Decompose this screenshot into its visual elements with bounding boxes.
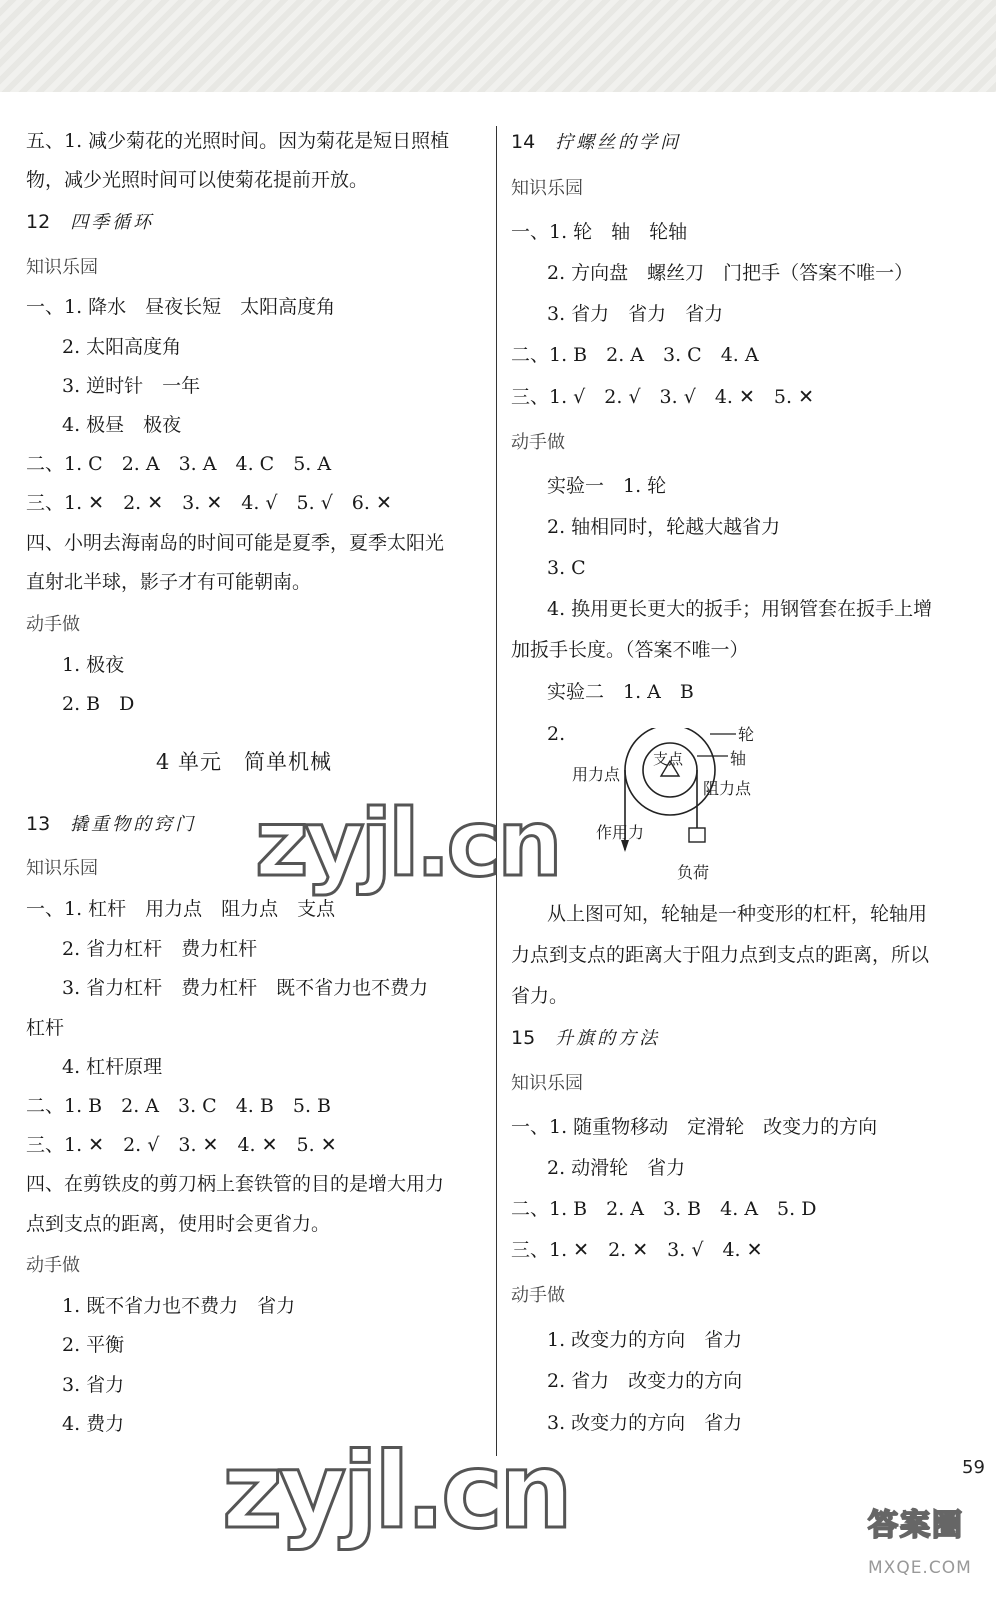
lesson-13-heading: [26, 812, 196, 837]
answer-line: 三、1. ✕ 2. ✕ 3. ✕ 4. √ 5. √ 6. ✕: [26, 492, 392, 514]
answer-line: 2. 太阳高度角: [62, 336, 182, 358]
answer-line: 实验二 1. A B: [547, 681, 694, 703]
answer-line: 3. 省力杠杆 费力杠杆 既不省力也不费力: [62, 977, 429, 999]
load-label: 负荷: [677, 863, 710, 882]
answer-line: 2. B D: [62, 693, 135, 715]
answer-line: 1. 既不省力也不费力 省力: [62, 1295, 296, 1317]
section-label: 动手做: [511, 1285, 565, 1306]
answer-line: 2. 省力杠杆 费力杠杆: [62, 938, 258, 960]
answer-line: 二、1. C 2. A 3. A 4. C 5. A: [26, 453, 332, 475]
answer-line: 2. 平衡: [62, 1334, 125, 1356]
answer-line: 4. 极昼 极夜: [62, 414, 182, 436]
answer-line: 直射北半球，影子才有可能朝南。: [26, 571, 312, 593]
lesson-12-heading: [26, 210, 154, 235]
answer-line: 四、在剪铁皮的剪刀柄上套铁管的目的是增大用力: [26, 1173, 445, 1195]
answer-line: 点到支点的距离，使用时会更省力。: [26, 1213, 331, 1235]
watermark-bottom: zyjl.cn: [222, 1430, 569, 1552]
logo-domain-text: MXQE.COM: [868, 1558, 972, 1578]
fulcrum-label: 支点: [653, 750, 684, 768]
answer-line: 3. C: [547, 557, 586, 579]
answer-line: 3. 省力: [62, 1374, 125, 1396]
answer-line: 2. 轴相同时，轮越大越省力: [547, 516, 781, 538]
answer-line: 二、1. B 2. A 3. B 4. A 5. D: [511, 1198, 817, 1220]
lesson-number: 14: [511, 131, 536, 153]
answer-line: 2. 方向盘 螺丝刀 门把手（答案不唯一）: [547, 262, 914, 284]
page-number: 59: [962, 1457, 985, 1478]
axle-label: 轴: [730, 749, 747, 768]
effort-point-label: 用力点: [572, 765, 621, 784]
answer-line: 杠杆: [26, 1017, 65, 1039]
answer-line: 4. 费力: [62, 1413, 125, 1435]
answer-line: 三、1. ✕ 2. √ 3. ✕ 4. ✕ 5. ✕: [26, 1134, 337, 1156]
answer-line: 3. 改变力的方向 省力: [547, 1412, 743, 1434]
wheel-label: 轮: [738, 725, 755, 744]
wheel-circle: [625, 728, 715, 815]
answer-line: 五、1. 减少菊花的光照时间。因为菊花是短日照植: [26, 130, 450, 152]
watermark-middle: zyjl.cn: [255, 790, 559, 897]
answer-line: 三、1. √ 2. √ 3. √ 4. ✕ 5. ✕: [511, 386, 814, 408]
section-label: 知识乐园: [26, 858, 98, 879]
lesson-15-heading: [511, 1026, 660, 1051]
answer-line: 1. 改变力的方向 省力: [547, 1329, 743, 1351]
answer-line: 一、1. 杠杆 用力点 阻力点 支点: [26, 898, 336, 920]
lesson-14-heading: [511, 130, 681, 155]
section-label: 动手做: [26, 614, 80, 635]
answer-line: 3. 逆时针 一年: [62, 375, 201, 397]
site-logo: [868, 1500, 978, 1590]
unit-title: 4 单元 简单机械: [156, 750, 333, 774]
section-label: 动手做: [511, 432, 565, 453]
answer-line: 2. 动滑轮 省力: [547, 1157, 686, 1179]
answer-line: 4. 杠杆原理: [62, 1056, 163, 1078]
answer-line: 加扳手长度。（答案不唯一）: [511, 639, 749, 661]
answer-line: 从上图可知，轮轴是一种变形的杠杆，轮轴用: [547, 903, 928, 925]
answer-line: 一、1. 降水 昼夜长短 太阳高度角: [26, 296, 336, 318]
answer-line: 四、小明去海南岛的时间可能是夏季，夏季太阳光: [26, 532, 445, 554]
answer-line: 二、1. B 2. A 3. C 4. B 5. B: [26, 1095, 331, 1117]
lesson-number: 15: [511, 1027, 536, 1049]
section-label: 动手做: [26, 1255, 80, 1276]
resistance-point-label: 阻力点: [703, 779, 752, 798]
lesson-title: 四季循环: [70, 212, 155, 233]
answer-line: 4. 换用更长更大的扳手；用钢管套在扳手上增: [547, 598, 933, 620]
lesson-number: 12: [26, 211, 51, 233]
load-box: [689, 828, 705, 842]
answer-line: 二、1. B 2. A 3. C 4. A: [511, 344, 759, 366]
answer-line: 实验一 1. 轮: [547, 475, 667, 497]
top-decorative-band: [0, 0, 996, 92]
logo-seal-text: 答案圈: [868, 1508, 964, 1543]
section-label: 知识乐园: [511, 178, 583, 199]
lesson-title: 撬重物的窍门: [70, 814, 197, 835]
lesson-title: 拧螺丝的学问: [555, 132, 682, 153]
answer-line: 2. 省力 改变力的方向: [547, 1370, 743, 1392]
answer-line: 三、1. ✕ 2. ✕ 3. √ 4. ✕: [511, 1239, 763, 1261]
answer-line: 一、1. 随重物移动 定滑轮 改变力的方向: [511, 1116, 878, 1138]
effort-label: 作用力: [596, 823, 645, 842]
answer-line: 3. 省力 省力 省力: [547, 303, 724, 325]
answer-line: 省力。: [511, 985, 569, 1007]
section-label: 知识乐园: [511, 1073, 583, 1094]
answer-line: 力点到支点的距离大于阻力点到支点的距离，所以: [511, 944, 930, 966]
wheel-axle-diagram: [560, 725, 820, 898]
lesson-number: 13: [26, 813, 51, 835]
lesson-title: 升旗的方法: [555, 1028, 661, 1049]
section-label: 知识乐园: [26, 257, 98, 278]
answer-line: 1. 极夜: [62, 654, 125, 676]
answer-line: 2.: [547, 723, 566, 745]
answer-line: 一、1. 轮 轴 轮轴: [511, 221, 688, 243]
answer-line: 物，减少光照时间可以使菊花提前开放。: [26, 169, 369, 191]
